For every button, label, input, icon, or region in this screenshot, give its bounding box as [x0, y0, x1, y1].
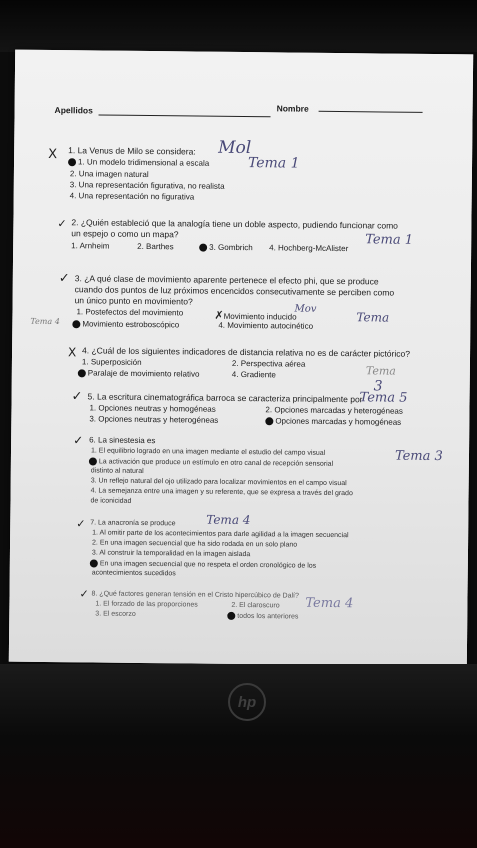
question-8-option-2: 2. El claroscuro [231, 601, 280, 610]
question-2-option-3: 3. Gombrich [199, 244, 253, 253]
question-6-option-4: 4. La semejanza entre una imagen y su referente, que se expresa a través del grado [90, 487, 353, 498]
selected-answer-icon [199, 244, 207, 252]
check-mark: ✓ [58, 271, 70, 287]
question-5-option-1: 1. Opciones neutras y homogéneas [89, 403, 216, 414]
apellidos-line [99, 114, 271, 117]
question-3-line-1: 3. ¿A qué clase de movimiento aparente pertenece el efecto phi, que se produce [74, 273, 379, 287]
handwritten-tema: Tema 1 [247, 155, 300, 172]
nombre-label: Nombre [276, 103, 309, 114]
question-1-option-3: 3. Una representación figurativa, no realista [69, 180, 225, 191]
selected-answer-icon [227, 612, 235, 620]
question-7-option-4-cont: acontecimientos sucedidos [91, 569, 176, 578]
handwritten-number: 3 [373, 378, 383, 395]
selected-answer-icon [78, 369, 86, 377]
question-5-option-2: 2. Opciones marcadas y heterogéneas [265, 405, 403, 416]
question-2-option-4: 4. Hochberg-McAlister [269, 243, 349, 254]
question-6-option-2-cont: distinto al natural [90, 467, 144, 475]
question-2-option-2: 2. Barthes [137, 241, 174, 252]
handwritten-note: Mov [294, 303, 317, 315]
question-6-option-1: 1. El equilibrio logrado en una imagen mediante el estudio del campo visual [90, 447, 326, 457]
handwritten-tema: Tema [356, 310, 390, 325]
question-4-option-1: 1. Superposición [81, 357, 142, 367]
wrong-mark: X [48, 146, 58, 163]
question-6-option-4-cont: de iconicidad [90, 497, 132, 505]
question-8-option-4: todos los anteriores [227, 612, 298, 621]
question-2-option-1: 1. Arnheim [71, 241, 110, 251]
question-1: 1. La Venus de Milo se considera: [68, 145, 196, 157]
question-5-option-4: Opciones marcadas y homogéneas [265, 417, 401, 427]
question-7-option-1: 1. Al omitir parte de los acontecimientos para darle agilidad a la imagen secuencial [92, 529, 349, 540]
apellidos-label: Apellidos [54, 105, 93, 116]
question-1-option-2: 2. Una imagen natural [69, 169, 149, 180]
handwritten-tema: Tema [365, 364, 396, 378]
check-mark: ✓ [73, 433, 84, 448]
question-7-option-4: En una imagen secuencial que no respeta el orden cronológico de los [90, 559, 316, 569]
question-2-line-2: un espejo o como un mapa? [71, 228, 179, 240]
question-8-option-1: 1. El forzado de las proporciones [95, 600, 198, 609]
question-7: 7. La anacronía se produce [90, 519, 176, 528]
selected-answer-icon [90, 559, 98, 567]
selected-answer-icon [89, 457, 97, 465]
hp-logo-icon: hp [228, 683, 266, 721]
selected-answer-icon [265, 417, 273, 425]
question-8-option-3: 3. El escorzo [95, 610, 136, 618]
handwritten-tema: Tema 4 [206, 512, 251, 528]
monitor-top-edge [0, 0, 477, 52]
handwritten-tema: Tema 4 [305, 595, 354, 612]
question-3-line-3: un único punto en movimiento? [74, 295, 193, 307]
question-4-option-3: Paralaje de movimiento relativo [78, 369, 200, 378]
question-5-option-3: 3. Opciones neutras y heterogéneas [89, 414, 219, 425]
question-3-option-4: 4. Movimiento autocinético [218, 320, 314, 331]
crossed-answer-icon: ✗ [214, 308, 224, 322]
question-6-option-2: La activación que produce un estímulo en otro canal de recepción sensorial [89, 457, 333, 468]
question-3-option-3: Movimiento estroboscópico [72, 320, 179, 329]
question-8: 8. ¿Qué factores generan tensión en el Cristo hipercúbico de Dalí? [91, 590, 299, 600]
question-5: 5. La escritura cinematográfica barroca se caracteriza principalmente por [87, 391, 363, 405]
check-mark: ✓ [57, 217, 67, 231]
question-3-option-2: ✗Movimiento inducido [214, 308, 297, 322]
question-4: 4. ¿Cuál de los siguientes indicadores de distancia relativa no es de carácter pictórico? [82, 345, 411, 359]
handwritten-tema: Tema 1 [365, 232, 414, 248]
question-3-line-2: cuando dos puntos de luz próximos encencidos consecutivamente se perciben como [74, 284, 395, 298]
selected-answer-icon [68, 158, 76, 166]
handwritten-side-note: Tema 4 [30, 316, 60, 327]
question-2-line-1: 2. ¿Quién estableció que la analogía tiene un doble aspecto, pudiendo funcionar como [71, 217, 398, 231]
check-mark: ✓ [71, 389, 83, 405]
question-6: 6. La sinestesia es [89, 435, 156, 446]
question-4-option-2: 2. Perspectiva aérea [231, 358, 306, 369]
question-7-option-2: 2. En una imagen secuencial que ha sido rodada en un solo plano [92, 539, 298, 549]
question-3-option-1: 1. Postefectos del movimiento [76, 307, 184, 318]
check-mark: ✓ [79, 587, 89, 601]
question-4-option-4: 4. Gradiente [231, 369, 276, 380]
handwritten-tema: Tema 3 [394, 448, 443, 465]
handwritten-tema: Tema 5 [359, 390, 408, 406]
question-1-option-1: 1. Un modelo tridimensional a escala [68, 158, 209, 168]
check-mark: ✓ [76, 517, 86, 531]
question-1-option-4: 4. Una representación no figurativa [69, 191, 195, 202]
selected-answer-icon [72, 320, 80, 328]
exam-sheet [9, 50, 473, 667]
nombre-line [319, 111, 423, 113]
handwritten-note: Mol [218, 137, 252, 159]
question-7-option-3: 3. Al construir la temporalidad en la imagen aislada [91, 549, 251, 559]
question-6-option-3: 3. Un reflejo natural del ojo utilizado para localizar movimientos en el campo visual [90, 477, 347, 488]
wrong-mark: X [67, 345, 77, 360]
